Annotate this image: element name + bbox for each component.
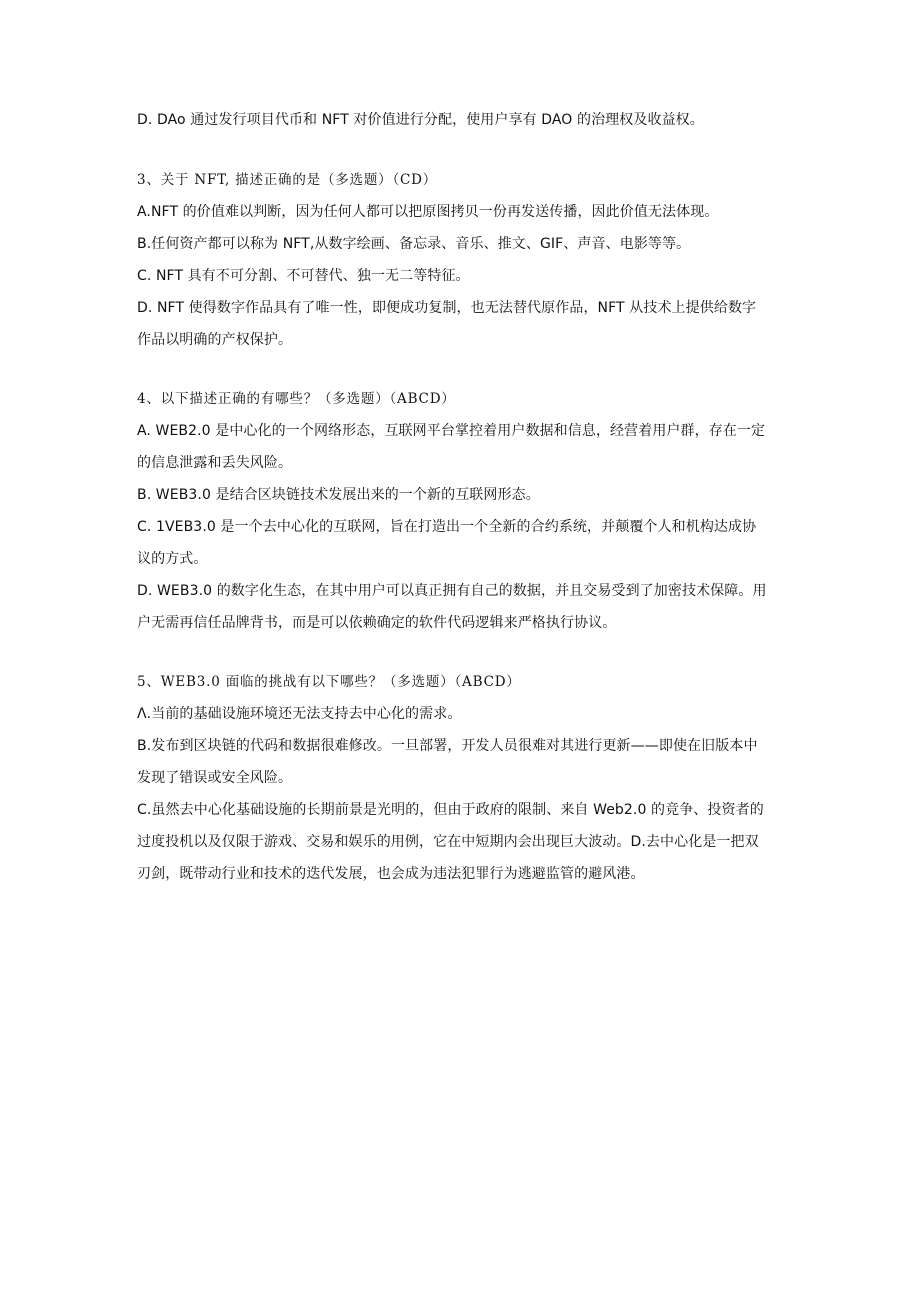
q4-option-c-line-2: 议的方式。 [137, 551, 208, 567]
q5-option-b-line-1: B.发布到区块链的代码和数据很难修改。一旦部署，开发人员很难对其进行更新——即使在旧版本中 [137, 738, 758, 754]
q4-option-b: B. WEB3.0 是结合区块链技术发展出来的一个新的互联网形态。 [137, 487, 540, 503]
q4-option-d-line-1: D. WEB3.0 的数字化生态，在其中用户可以真正拥有自己的数据，并且交易受到了加密技术保障。用 [137, 583, 767, 599]
q5-option-c-line-2: 过度投机以及仅限于游戏、交易和娱乐的用例，它在中短期内会出现巨大波动。D.去中心化是一把双 [137, 834, 759, 850]
q3-option-c: C. NFT 具有不可分割、不可替代、独一无二等特征。 [137, 268, 470, 284]
question-5-title: 5、WEB3.0 面临的挑战有以下哪些？（多选题）（ABCD） [137, 674, 521, 690]
q4-option-a-line-2: 的信息泄露和丢失风险。 [137, 455, 293, 471]
q2-option-d: D. DAo 通过发行项目代币和 NFT 对价值进行分配，使用户享有 DAO 的治理权及收益权。 [137, 112, 704, 128]
q5-option-a: Λ.当前的基础设施环境还无法支持去中心化的需求。 [137, 706, 462, 722]
q3-option-d-line-2: 作品以明确的产权保护。 [137, 332, 293, 348]
q5-option-b-line-2: 发现了错误或安全风险。 [137, 770, 293, 786]
q3-option-d-line-1: D. NFT 使得数字作品具有了唯一性，即便成功复制，也无法替代原作品，NFT 从技术上提供给数字 [137, 300, 757, 316]
q5-option-d-line: 刃剑，既带动行业和技术的迭代发展，也会成为违法犯罪行为逃避监管的避风港。 [137, 866, 645, 882]
question-3-title: 3、关于 NFT, 描述正确的是（多选题）（CD） [137, 172, 438, 188]
q5-option-c-line-1: C.虽然去中心化基础设施的长期前景是光明的，但由于政府的限制、来自 Web2.0 的竞争、投资者的 [137, 802, 764, 818]
q4-option-d-line-2: 户无需再信任品牌背书，而是可以依赖确定的软件代码逻辑来严格执行协议。 [137, 615, 617, 631]
question-4-title: 4、以下描述正确的有哪些？（多选题）（ABCD） [137, 391, 456, 407]
q4-option-c-line-1: C. 1VEB3.0 是一个去中心化的互联网，旨在打造出一个全新的合约系统，并颠覆个人和机构达成协 [137, 519, 757, 535]
q3-option-b: B.任何资产都可以称为 NFT,从数字绘画、备忘录、音乐、推文、GIF、声音、电影等等。 [137, 236, 691, 252]
q3-option-a: A.NFT 的价值难以判断，因为任何人都可以把原图拷贝一份再发送传播，因此价值无法体现。 [137, 204, 719, 220]
q4-option-a-line-1: A. WEB2.0 是中心化的一个网络形态，互联网平台掌控着用户数据和信息，经营着用户群，存在一定 [137, 423, 766, 439]
